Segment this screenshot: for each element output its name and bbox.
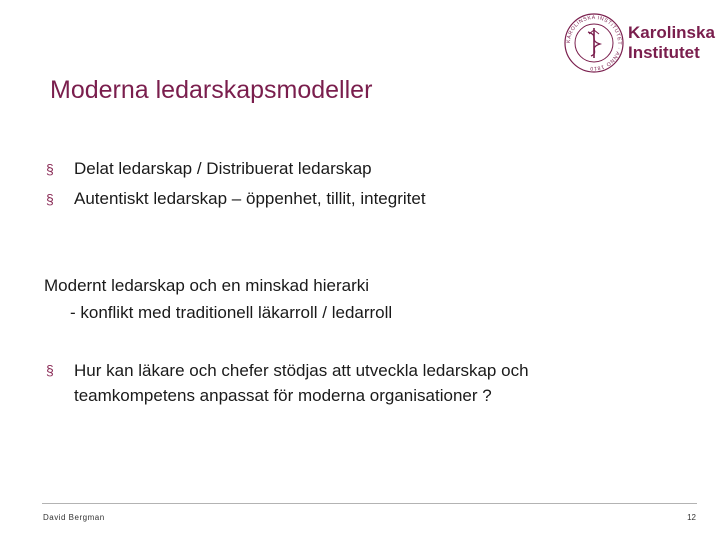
- logo: [563, 12, 713, 74]
- bullet-text: Autentiskt ledarskap – öppenhet, tillit, integritet: [74, 189, 426, 208]
- slide-title: Moderna ledarskapsmodeller: [50, 76, 373, 104]
- question-text: Hur kan läkare och chefer stödjas att utveckla ledarskap och teamkompetens anpassat för moderna organisationer ?: [74, 361, 529, 405]
- bullet-item: [44, 154, 426, 184]
- bullet-list: [44, 154, 426, 214]
- karolinska-seal-icon: [563, 12, 625, 74]
- question-bullet: [44, 358, 634, 408]
- logo-line-2: Institutet: [628, 43, 700, 62]
- logo-line-1: Karolinska: [628, 23, 715, 42]
- page-number: 12: [687, 513, 696, 522]
- logo-wordmark: [628, 23, 715, 63]
- svg-text:KAROLINSKA INSTITUTET · ANNO 1: KAROLINSKA INSTITUTET · ANNO 1810: [565, 14, 623, 72]
- bullet-marker: §: [46, 191, 54, 207]
- bullet-item: [44, 184, 426, 214]
- bullet-text: Delat ledarskap / Distribuerat ledarskap: [74, 159, 372, 178]
- bullet-marker: §: [46, 161, 54, 177]
- bullet-marker: §: [46, 362, 54, 378]
- paragraph-line-1: Modernt ledarskap och en minskad hierarki: [44, 276, 370, 295]
- footer-author: David Bergman: [43, 513, 105, 522]
- paragraph: [44, 272, 392, 326]
- footer-divider: [42, 503, 697, 504]
- paragraph-line-2: - konflikt med traditionell läkarroll / ledarroll: [70, 303, 393, 322]
